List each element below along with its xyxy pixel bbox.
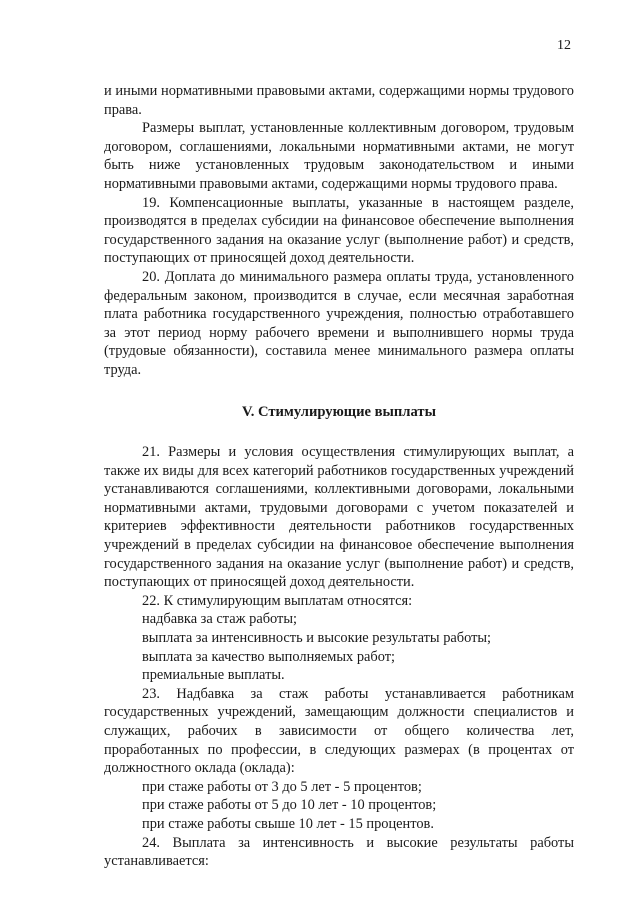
list-item: при стаже работы от 5 до 10 лет - 10 процентов; bbox=[142, 797, 437, 814]
paragraph-24: 24. Выплата за интенсивность и высокие результаты работы устанавливается: bbox=[104, 834, 574, 870]
paragraph-payment-sizes: Размеры выплат, установленные коллективным договором, трудовым договором, соглашениями, локальными нормативными актами, не могут быть ниже установленных трудовым законодательством и иными нормативными правовыми актами, содержащими нормы трудового права. bbox=[104, 120, 574, 192]
list-item: выплата за качество выполняемых работ; bbox=[142, 648, 396, 665]
list-item: премиальные выплаты. bbox=[142, 667, 285, 684]
paragraph-20: 20. Доплата до минимального размера оплаты труда, установленного федеральным законом, производится в случае, если месячная заработная плата работника государственного учреждения, полностью отработавшего за этот период норму рабочего времени и выполнившего нормы труда (трудовые обязанности), составила менее минимального размера оплаты труда. bbox=[104, 268, 574, 378]
list-item: выплата за интенсивность и высокие результаты работы; bbox=[142, 630, 492, 647]
document-body bbox=[104, 82, 574, 871]
list-item: при стаже работы от 3 до 5 лет - 5 процентов; bbox=[142, 778, 422, 795]
paragraph-21: 21. Размеры и условия осуществления стимулирующих выплат, а также их виды для всех категорий работников государственных учреждений устанавливаются соглашениями, коллективными договорами, локальными нормативными актами, трудовыми договорами с учетом показателей и критериев эффективности деятельности работников государственных учреждений в пределах субсидии на финансовое обеспечение выполнения государственного задания на оказание услуг (выполнение работ) и средств, поступающих от приносящей доход деятельности. bbox=[104, 444, 574, 591]
section-heading: V. Стимулирующие выплаты bbox=[242, 403, 436, 420]
paragraph-22: 22. К стимулирующим выплатам относятся: bbox=[142, 592, 413, 609]
paragraph-19: 19. Компенсационные выплаты, указанные в настоящем разделе, производятся в пределах субсидии на финансовое обеспечение выполнения государственного задания на оказание услуг (выполнение работ) и средств, поступающих от приносящей доход деятельности. bbox=[104, 194, 574, 267]
list-item: при стаже работы свыше 10 лет - 15 процентов. bbox=[142, 815, 434, 832]
page-number: 12 bbox=[557, 38, 571, 53]
list-item: надбавка за стаж работы; bbox=[142, 611, 297, 628]
paragraph-continuation: и иными нормативными правовыми актами, содержащими нормы трудового права. bbox=[104, 83, 574, 118]
paragraph-23: 23. Надбавка за стаж работы устанавливается работникам государственных учреждений, замещающим должности специалистов и служащих, рабочих в зависимости от общего количества лет, проработанных по профессии, в следующих размерах (в процентах от должностного оклада (оклада): bbox=[104, 685, 574, 777]
